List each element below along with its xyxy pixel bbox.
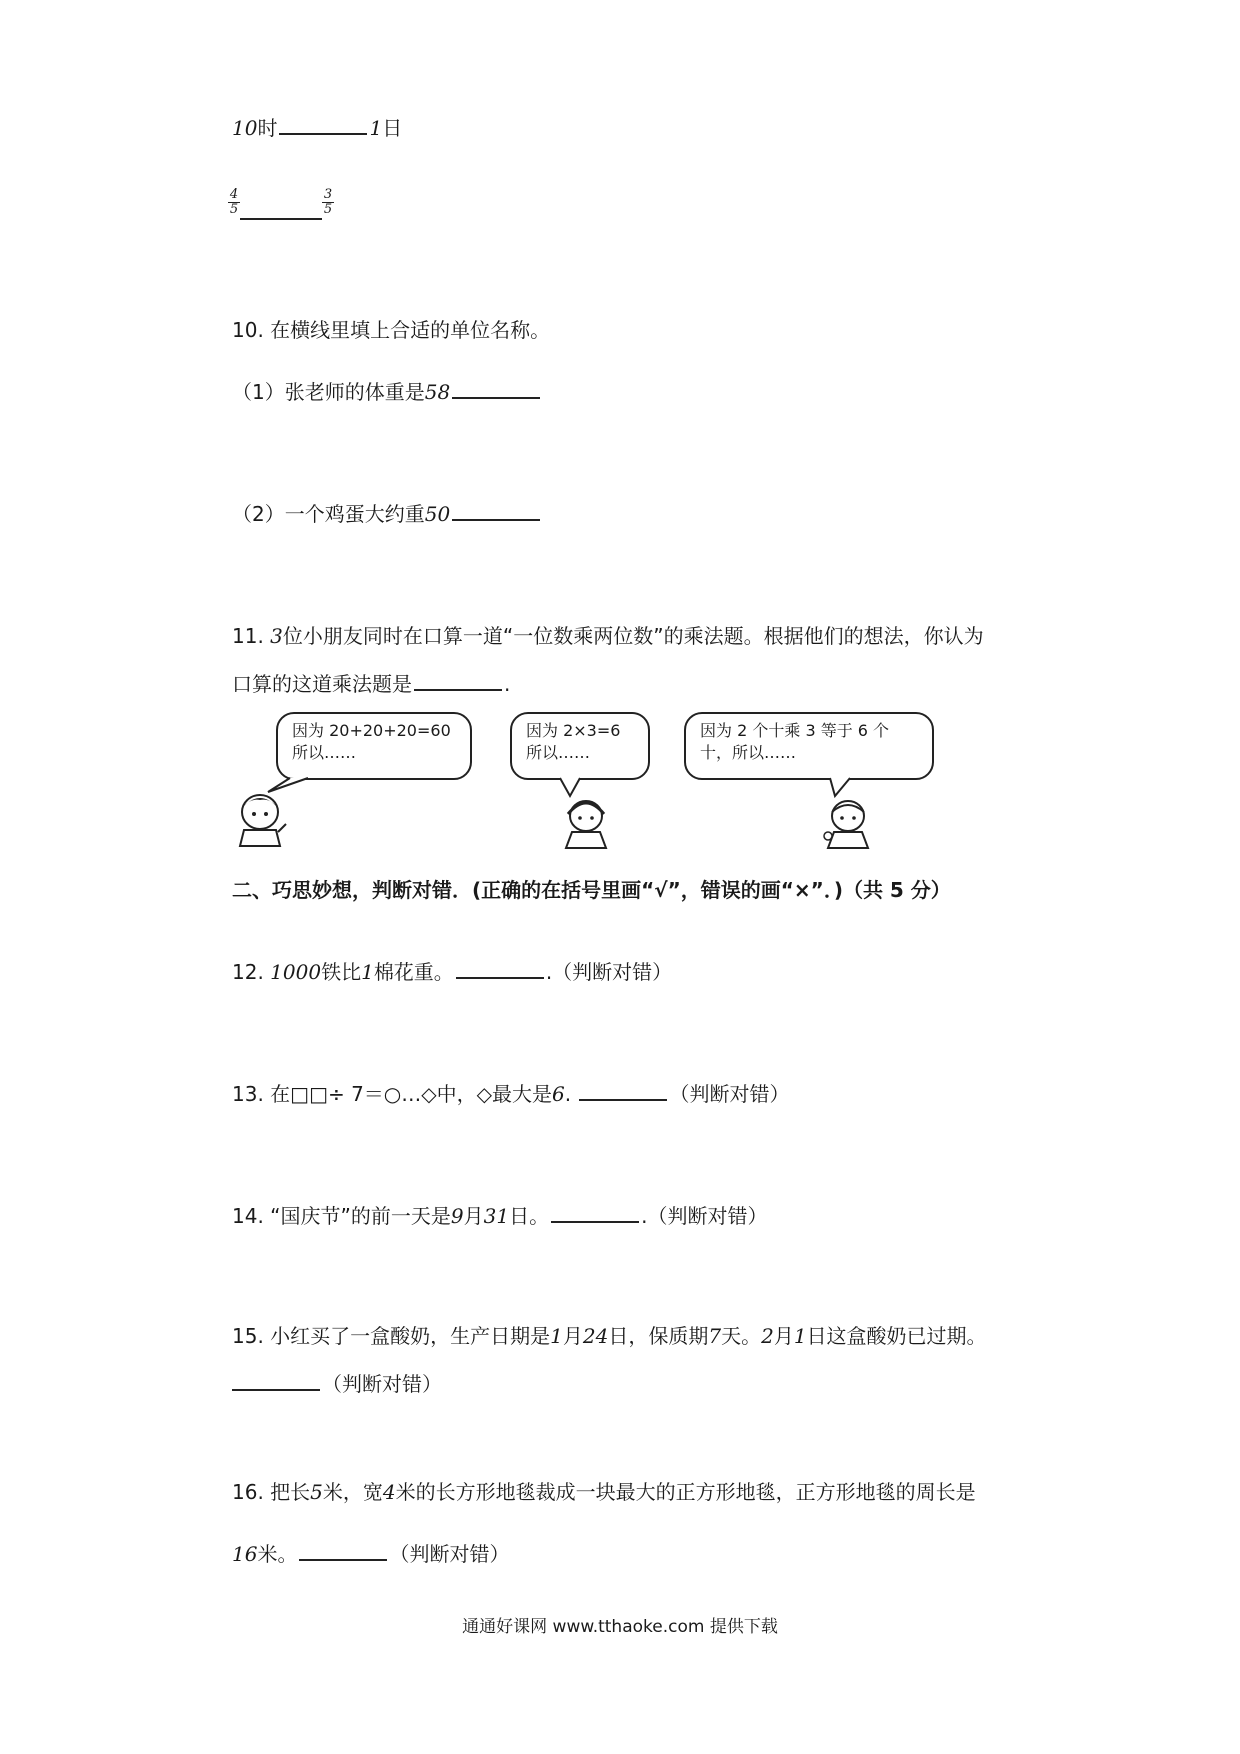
q15-m2: 2	[761, 1324, 774, 1348]
q15-end: （判断对错）	[322, 1372, 442, 1396]
answer-blank[interactable]	[452, 379, 540, 399]
q14	[232, 1202, 767, 1230]
q15-t6: 日这盒酸奶已过期。	[806, 1324, 987, 1348]
q14-t1: “国庆节”的前一天是	[270, 1204, 451, 1228]
q16-t2: 米，宽	[322, 1480, 383, 1504]
boy-icon	[824, 801, 868, 848]
q13-dot: .	[564, 1082, 572, 1106]
bubble-3-line1: 因为 2 个十乘 3 等于 6 个	[700, 721, 890, 740]
answer-blank[interactable]	[279, 115, 367, 135]
q13-text: 在□□÷ 7＝○…◇中，◇最大是	[270, 1082, 553, 1106]
q16-perimeter: 16	[232, 1542, 258, 1566]
answer-blank[interactable]	[551, 1203, 639, 1223]
q11-end: .	[504, 672, 511, 696]
girl-icon	[566, 801, 606, 848]
q13-value: 6	[552, 1082, 565, 1106]
q16-t3: 米的长方形地毯裁成一块最大的正方形地毯，正方形地毯的周长是	[395, 1480, 976, 1504]
fraction-left-num: 4	[229, 187, 239, 202]
bubble-3-line2: 十，所以……	[700, 743, 797, 762]
q13	[232, 1080, 789, 1108]
q15-line2	[232, 1370, 442, 1398]
q12	[232, 958, 672, 986]
q14-end: .（判断对错）	[641, 1204, 768, 1228]
page-footer: 通通好课网 www.tthaoke.com 提供下载	[462, 1617, 778, 1637]
q16-length: 5	[310, 1480, 323, 1504]
q12-t1: 铁比	[321, 960, 362, 984]
q14-t3: 日。	[509, 1204, 550, 1228]
q10-sub2-text: （2）一个鸡蛋大约重	[232, 502, 425, 526]
q10-sub1	[232, 378, 542, 406]
bubble-2-line2: 所以……	[526, 743, 591, 762]
q10-title: 10. 在横线里填上合适的单位名称。	[232, 318, 551, 342]
q12-end: .（判断对错）	[545, 960, 673, 984]
boy-icon	[240, 795, 286, 846]
q14-month: 9	[450, 1204, 464, 1228]
answer-blank[interactable]	[579, 1081, 667, 1101]
q9-line1	[232, 114, 402, 142]
fraction-left	[228, 188, 240, 217]
q12-number: 12.	[232, 960, 271, 984]
q15-t3: 日，保质期	[608, 1324, 709, 1348]
q11-line1	[232, 622, 984, 650]
q15-t5: 月	[773, 1324, 794, 1348]
q9-unit-a: 时	[257, 116, 278, 140]
q14-number: 14.	[232, 1204, 271, 1228]
answer-blank[interactable]	[456, 959, 544, 979]
answer-blank[interactable]	[232, 1371, 320, 1391]
q15-days: 7	[708, 1324, 722, 1348]
q15-d1: 24	[582, 1324, 609, 1348]
q12-n1: 1000	[270, 960, 322, 984]
answer-blank[interactable]	[299, 1541, 387, 1561]
q13-end: （判断对错）	[669, 1082, 790, 1106]
fraction-right-num: 3	[323, 187, 333, 202]
q16-end: （判断对错）	[389, 1542, 510, 1566]
q15-t2: 月	[562, 1324, 583, 1348]
q11-text2: 口算的这道乘法题是	[232, 672, 412, 696]
q9-num-b: 1	[369, 116, 383, 140]
answer-blank[interactable]	[240, 218, 322, 220]
bubble-2-line1: 因为 2×3=6	[526, 721, 621, 740]
q11-count: 3	[270, 624, 283, 648]
q11-line2	[232, 670, 510, 698]
q12-n2: 1	[361, 960, 374, 984]
fraction-left-den: 5	[229, 202, 239, 217]
q11-text: 位小朋友同时在口算一道“一位数乘两位数”的乘法题。根据他们的想法，你认为	[282, 624, 984, 648]
q16-number: 16.	[232, 1480, 271, 1504]
q15-d2: 1	[793, 1324, 807, 1348]
q16-line2	[232, 1540, 509, 1568]
section-heading: 二、巧思妙想，判断对错．(正确的在括号里画“√”，错误的画“×”．)（共 5 分）	[232, 878, 951, 902]
q15-line1	[232, 1322, 987, 1350]
fraction-right	[322, 188, 334, 217]
bubble-1-line1: 因为 20+20+20=60	[292, 721, 451, 740]
q13-number: 13.	[232, 1082, 271, 1106]
kids-illustration	[230, 770, 950, 850]
answer-blank[interactable]	[414, 671, 502, 691]
q11-number: 11.	[232, 624, 271, 648]
q16-t1: 把长	[270, 1480, 311, 1504]
q10-sub2-value: 50	[424, 502, 451, 526]
q15-t4: 天。	[721, 1324, 762, 1348]
q16-width: 4	[382, 1480, 396, 1504]
q16-line1	[232, 1478, 976, 1506]
q10-sub1-value: 58	[424, 380, 451, 404]
q15-m1: 1	[550, 1324, 563, 1348]
q10-sub2	[232, 500, 542, 528]
q14-t2: 月	[463, 1204, 484, 1228]
q15-number: 15.	[232, 1324, 271, 1348]
q9-unit-b: 日	[382, 116, 403, 140]
q16-t4: 米。	[257, 1542, 298, 1566]
q10-sub1-text: （1）张老师的体重是	[232, 380, 425, 404]
q12-t2: 棉花重。	[373, 960, 454, 984]
bubble-1-line2: 所以……	[292, 743, 357, 762]
q9-num-a: 10	[232, 116, 258, 140]
fraction-right-den: 5	[323, 202, 333, 217]
answer-blank[interactable]	[452, 501, 540, 521]
q14-day: 31	[483, 1204, 510, 1228]
q15-t1: 小红买了一盒酸奶，生产日期是	[270, 1324, 551, 1348]
